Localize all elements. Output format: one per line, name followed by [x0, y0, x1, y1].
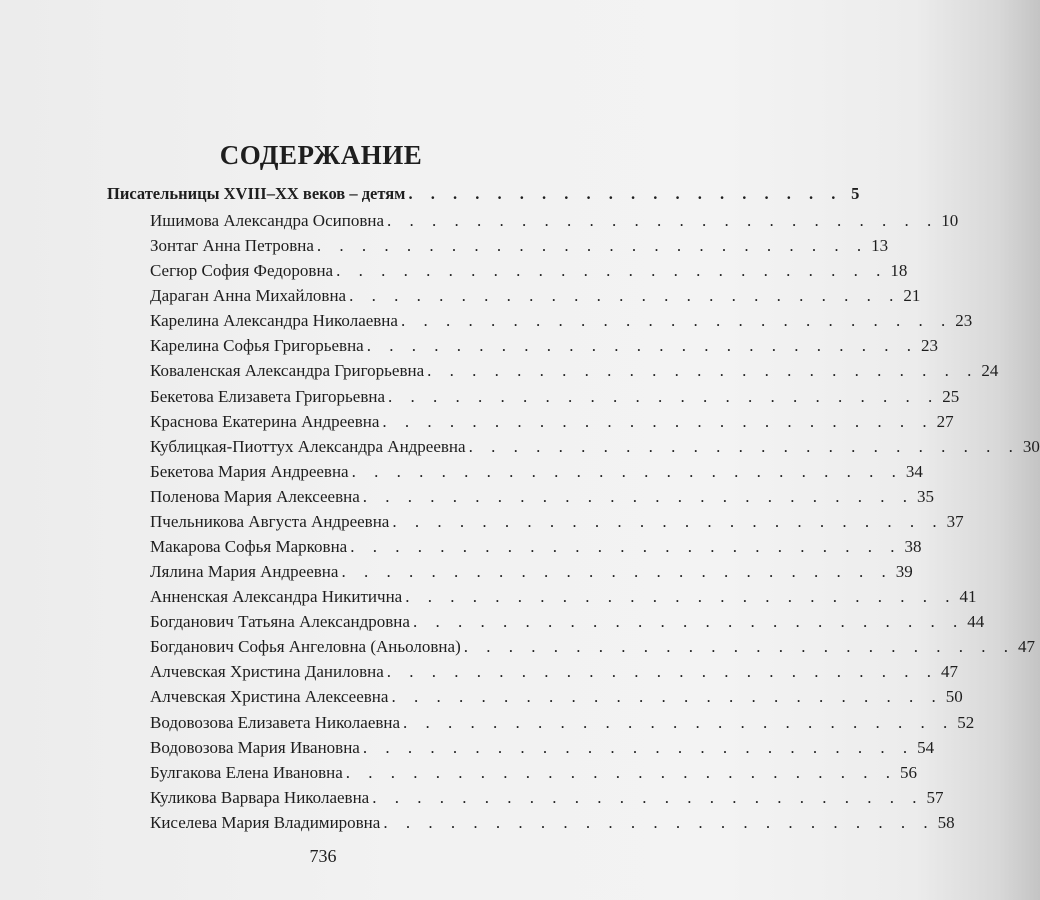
toc-entry: [150, 409, 954, 434]
toc-entry: [150, 434, 1040, 459]
entry-page: 23: [955, 311, 973, 331]
entry-label: Алчевская Христина Даниловна: [150, 662, 384, 682]
entry-label: Поленова Мария Алексеевна: [150, 486, 360, 506]
entry-label: Водовозова Мария Ивановна: [150, 737, 360, 757]
leader-dots: . . . . . . . . . . . . . . . . . . . . . . . . .: [372, 787, 924, 807]
leader-dots: . . . . . . . . . . . . . . . . . . . .: [408, 184, 843, 203]
entry-page: 44: [967, 612, 985, 632]
toc-entry: [150, 684, 963, 709]
leader-dots: . . . . . . . . . . . . . . . . . . . . . . . . .: [345, 762, 898, 782]
toc-entry: [150, 634, 1035, 659]
entry-label: Пчельникова Августа Андреевна: [150, 511, 390, 531]
toc-entries: [150, 208, 1040, 835]
leader-dots: . . . . . . . . . . . . . . . . . . . . . . . . .: [427, 361, 979, 381]
toc-entry: [150, 559, 913, 584]
leader-dots: . . . . . . . . . . . . . . . . . . . . . . . . .: [316, 236, 869, 256]
leader-dots: . . . . . . . . . . . . . . . . . . . . . . . . .: [336, 261, 888, 281]
entry-label: Кублицкая-Пиоттух Александра Андреевна: [150, 436, 466, 456]
toc-entry: [150, 760, 918, 785]
entry-page: 50: [945, 687, 963, 707]
leader-dots: . . . . . . . . . . . . . . . . . . . . . . . . .: [351, 461, 903, 481]
entry-page: 35: [917, 486, 935, 506]
entry-label: Карелина Александра Николаевна: [150, 311, 398, 331]
leader-dots: . . . . . . . . . . . . . . . . . . . . . . . . .: [341, 562, 893, 582]
entry-label: Лялина Мария Андреевна: [150, 562, 339, 582]
toc-entry: [150, 233, 889, 258]
leader-dots: . . . . . . . . . . . . . . . . . . . . . . . . .: [349, 286, 901, 306]
leader-dots: . . . . . . . . . . . . . . . . . . . . . . . . .: [362, 486, 915, 506]
entry-label: Алчевская Христина Алексеевна: [150, 687, 389, 707]
leader-dots: . . . . . . . . . . . . . . . . . . . . . . . . .: [468, 436, 1020, 456]
toc-entry: [150, 208, 959, 233]
entry-page: 52: [957, 712, 975, 732]
leader-dots: . . . . . . . . . . . . . . . . . . . . . . . . .: [391, 687, 943, 707]
toc-entry: [150, 459, 923, 484]
entry-page: 47: [941, 662, 959, 682]
entry-label: Дараган Анна Михайловна: [150, 286, 347, 306]
leader-dots: . . . . . . . . . . . . . . . . . . . . . . . . .: [392, 511, 944, 531]
page-title: СОДЕРЖАНИЕ: [219, 140, 423, 170]
leader-dots: . . . . . . . . . . . . . . . . . . . . . . . . .: [400, 311, 953, 331]
toc-entry: [150, 308, 973, 333]
entry-label: Карелина Софья Григорьевна: [150, 336, 364, 356]
entry-label: Сегюр София Федоровна: [150, 261, 334, 281]
entry-page: 57: [926, 787, 944, 807]
entry-page: 23: [920, 336, 938, 356]
entry-label: Анненская Александра Никитична: [150, 587, 403, 607]
toc-section-heading: [107, 184, 860, 206]
leader-dots: . . . . . . . . . . . . . . . . . . . . . . . . .: [412, 612, 965, 632]
leader-dots: . . . . . . . . . . . . . . . . . . . . . . . . .: [386, 662, 939, 682]
toc-entry: [150, 509, 964, 534]
toc-entry: [150, 258, 908, 283]
entry-label: Богданович Софья Ангеловна (Аньоловна): [150, 637, 461, 657]
entry-label: Краснова Екатерина Андреевна: [150, 411, 380, 431]
toc-entry: [150, 384, 960, 409]
toc-entry: [150, 584, 977, 609]
leader-dots: . . . . . . . . . . . . . . . . . . . . . . . . .: [350, 537, 902, 557]
entry-page: 56: [900, 762, 918, 782]
entry-page: 27: [936, 411, 954, 431]
toc-entry: [150, 785, 944, 810]
leader-dots: . . . . . . . . . . . . . . . . . . . . . . . . .: [383, 812, 935, 832]
leader-dots: . . . . . . . . . . . . . . . . . . . . . . . . .: [382, 411, 934, 431]
leader-dots: . . . . . . . . . . . . . . . . . . . . . . . . .: [362, 737, 915, 757]
toc-entry: [150, 609, 985, 634]
entry-label: Ишимова Александра Осиповна: [150, 211, 384, 230]
leader-dots: . . . . . . . . . . . . . . . . . . . . . . . . .: [366, 336, 918, 356]
entry-page: 24: [981, 361, 999, 381]
entry-label: Коваленская Александра Григорьевна: [150, 361, 425, 381]
page-number: 736: [309, 846, 337, 866]
entry-label: Куликова Варвара Николаевна: [150, 787, 370, 807]
entry-page: 10: [941, 211, 959, 230]
leader-dots: . . . . . . . . . . . . . . . . . . . . . . . . .: [388, 386, 940, 406]
entry-page: 39: [895, 562, 913, 582]
entry-page: 34: [905, 461, 923, 481]
entry-label: Богданович Татьяна Александровна: [150, 612, 410, 632]
entry-page: 30: [1022, 436, 1040, 456]
entry-page: 21: [903, 286, 921, 306]
entry-label: Водовозова Елизавета Николаевна: [150, 712, 401, 732]
toc-entry: [150, 333, 938, 358]
entry-label: Макарова Софья Марковна: [150, 537, 348, 557]
leader-dots: . . . . . . . . . . . . . . . . . . . . . . . . .: [463, 637, 1015, 657]
toc-entry: [150, 283, 921, 308]
entry-page: 54: [917, 737, 935, 757]
toc-entry: [150, 735, 935, 760]
entry-page: 13: [871, 236, 889, 256]
toc-entry: [150, 358, 999, 383]
toc-entry: [150, 710, 975, 735]
entry-page: 38: [904, 537, 922, 557]
entry-page: 58: [937, 812, 955, 832]
entry-label: Зонтаг Анна Петровна: [150, 236, 314, 256]
section-page: 5: [851, 184, 860, 203]
toc-entry: [150, 810, 955, 835]
entry-page: 41: [959, 587, 977, 607]
entry-page: 47: [1017, 637, 1035, 657]
entry-label: Бекетова Мария Андреевна: [150, 461, 349, 481]
entry-page: 25: [942, 386, 960, 406]
leader-dots: . . . . . . . . . . . . . . . . . . . . . . . . .: [405, 587, 957, 607]
entry-label: Булгакова Елена Ивановна: [150, 762, 343, 782]
entry-page: 37: [946, 511, 964, 531]
leader-dots: . . . . . . . . . . . . . . . . . . . . . . . . .: [403, 712, 955, 732]
toc-entry: [150, 484, 935, 509]
leader-dots: . . . . . . . . . . . . . . . . . . . . . . . . .: [387, 211, 939, 230]
entry-label: Киселева Мария Владимировна: [150, 812, 381, 832]
toc-entry: [150, 659, 959, 684]
section-label: Писательницы XVIII–XX веков – детям: [107, 184, 406, 203]
entry-label: Бекетова Елизавета Григорьевна: [150, 386, 385, 406]
entry-page: 18: [890, 261, 908, 281]
toc-entry: [150, 534, 922, 559]
